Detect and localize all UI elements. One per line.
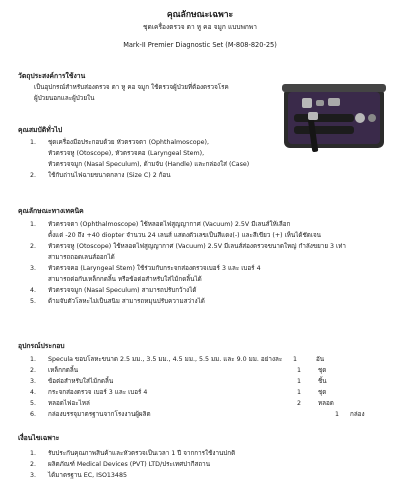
general-heading: คุณสมบัติทั่วไป — [18, 126, 63, 134]
item-line: สามารถต่อกับเหล็กกดลิ้น หรือข้อต่อสำหรับใส่ไม้กดลิ้นได้ — [48, 276, 202, 283]
item-qty: 1 — [296, 378, 301, 385]
list-item — [30, 448, 235, 459]
list-item — [30, 219, 346, 241]
item-number: 3. — [30, 472, 37, 479]
item-number: 5. — [30, 298, 37, 305]
item-unit: อัน — [316, 356, 325, 363]
item-number: 1. — [30, 450, 37, 457]
list-item — [30, 285, 346, 296]
list-item — [30, 354, 370, 365]
accessories-heading: อุปกรณ์ประกอบ — [18, 342, 65, 350]
list-item — [30, 170, 249, 181]
item-name: Specula ขอบโลหะขนาด 2.5 มม., 3.5 มม., 4.5 มม., 5.5 มม. และ 9.0 มม. อย่างละ — [48, 356, 283, 363]
conditions-heading: เงื่อนไขเฉพาะ — [18, 434, 60, 442]
model-name: Mark-II Premier Diagnostic Set (M-808-820-25) — [123, 41, 277, 49]
technical-heading: คุณลักษณะทางเทคนิค — [18, 207, 84, 215]
list-item — [30, 376, 370, 387]
item-number: 3. — [30, 378, 37, 385]
accessories-list — [30, 354, 370, 420]
purpose-line: ผู้ป่วยนอกและผู้ป่วยใน — [34, 95, 95, 102]
item-qty: 1 — [292, 356, 297, 363]
item-line: สามารถถอดเลนส์ออกได้ — [48, 254, 115, 261]
item-number: 2. — [30, 243, 37, 250]
general-list — [30, 137, 249, 181]
item-line: หัวตรวจตา (Ophthalmoscope) ใช้หลอดไฟสูญญากาศ (Vacuum) 2.5V มีเลนส์ให้เลือก — [48, 221, 291, 228]
item-line: หัวตรวจจมูก (Nasal Speculum), ด้ามจับ (Handle) และกล่องใส่ (Case) — [48, 161, 250, 168]
item-name: หลอดไฟอะไหล่ — [48, 400, 90, 407]
item-unit: กล่อง — [350, 411, 365, 418]
item-name: กระจกส่องตรวจ เบอร์ 3 และ เบอร์ 4 — [48, 389, 148, 396]
item-number: 1. — [30, 221, 37, 228]
item-line: ตั้งแต่ -20 ถึง +40 diopter จำนวน 24 เลนส์ แสดงตัวเลขเป็นสีแดง(-) และสีเขียว (+) เห็นได้ชัดเจน — [48, 232, 321, 239]
technical-list — [30, 219, 346, 307]
item-qty: 2 — [296, 400, 301, 407]
item-name: ข้อต่อสำหรับใส่ไม้กดลิ้น — [48, 378, 114, 385]
item-number: 2. — [30, 367, 37, 374]
item-number: 5. — [30, 400, 37, 407]
item-unit: ชุด — [318, 367, 327, 374]
item-qty: 1 — [296, 389, 301, 396]
item-line: หัวตรวจหู (Otoscope), หัวตรวจคอ (Laryngeal Stem), — [48, 150, 205, 157]
item-number: 2. — [30, 172, 37, 179]
item-number: 4. — [30, 389, 37, 396]
item-number: 1. — [30, 356, 37, 363]
item-line: ผลิตภัณฑ์ Medical Devices (PVT) LTD/ประเทศปากีสถาน — [48, 461, 211, 468]
purpose-line: เป็นอุปกรณ์สำหรับส่องตรวจ ตา หู คอ จมูก ใช้ตรวจผู้ป่วยที่ต้องตรวจโรค — [34, 84, 229, 91]
item-unit: ชุด — [318, 389, 327, 396]
item-number: 3. — [30, 265, 37, 272]
list-item — [30, 470, 235, 481]
item-unit: ชิ้น — [318, 378, 327, 385]
page-title: คุณลักษณะเฉพาะ — [166, 10, 234, 20]
item-line: หัวตรวจหู (Otoscope) ใช้หลอดไฟสูญญากาศ (Vacuum) 2.5V มีเลนส์ส่องตรวจขนาดใหญ่ กำลังขยาย 3 เท่า — [48, 243, 346, 250]
item-number: 6. — [30, 411, 37, 418]
list-item — [30, 241, 346, 263]
item-number: 1. — [30, 139, 37, 146]
item-name: เหล็กกดลิ้น — [48, 367, 79, 374]
list-item — [30, 137, 249, 170]
item-name: กล่องบรรจุมาตรฐานจากโรงงานผู้ผลิต — [48, 411, 151, 418]
item-number: 4. — [30, 287, 37, 294]
list-item — [30, 296, 346, 307]
item-line: รับประกันคุณภาพสินค้าและหัวตรวจเป็นเวลา 1 ปี จากการใช้งานปกติ — [48, 450, 236, 457]
list-item — [30, 387, 370, 398]
item-line: หัวตรวจจมูก (Nasal Speculum) สามารถปรับกว้างได้ — [48, 287, 197, 294]
item-line: ใช้กับถ่านไฟฉายขนาดกลาง (Size C) 2 ก้อน — [48, 172, 171, 179]
purpose-heading: วัตถุประสงค์การใช้งาน — [18, 72, 86, 80]
item-line: ด้ามจับตัวโลหะไม่เป็นสนิม สามารถหมุนปรับความสว่างได้ — [48, 298, 205, 305]
item-number: 2. — [30, 461, 37, 468]
page-subtitle: ชุดเครื่องตรวจ ตา หู คอ จมูก แบบพกพา — [143, 23, 257, 31]
item-line: หัวตรวจคอ (Laryngeal Stem) ใช้ร่วมกับกระจกส่องตรวจเบอร์ 3 และ เบอร์ 4 — [48, 265, 261, 272]
item-line: ได้มาตรฐาน EC, ISO13485 — [48, 472, 127, 479]
list-item — [30, 365, 370, 376]
item-line: ชุดเครื่องมือประกอบด้วย หัวตรวจตา (Ophthalmoscope), — [48, 139, 209, 146]
item-qty: 1 — [334, 411, 339, 418]
item-unit: หลอด — [318, 400, 334, 407]
list-item — [30, 409, 370, 420]
item-qty: 1 — [296, 367, 301, 374]
list-item — [30, 263, 346, 285]
purpose-text — [34, 82, 284, 104]
diagnostic-set-photo-icon — [280, 78, 390, 158]
list-item — [30, 459, 235, 470]
list-item — [30, 398, 370, 409]
conditions-list — [30, 448, 235, 481]
